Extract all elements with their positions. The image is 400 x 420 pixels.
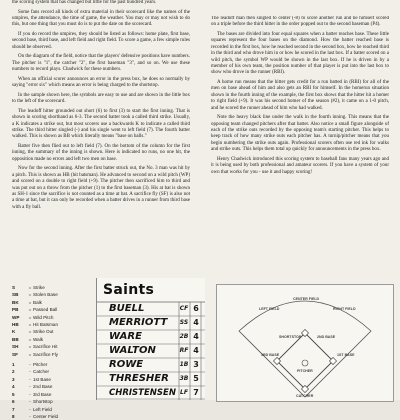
baseball-diamond bbox=[217, 285, 393, 401]
legend-code: 2 bbox=[12, 369, 15, 375]
lineup-player-name: CHRISTENSEN bbox=[109, 388, 176, 398]
article-paragraph: the scoring system that has changed but little for the past hundred years. bbox=[12, 0, 157, 5]
position-label: SHORTSTOP bbox=[279, 335, 302, 339]
team-name: Saints bbox=[103, 282, 155, 298]
legend-row: 5 - 3rd Base bbox=[12, 391, 52, 397]
lineup-player-name: ROWE bbox=[109, 359, 144, 370]
article-paragraph: The leadoff hitter grounded out short (6) to first (3) to start the first inning. That is shown in scoring shorthand as 6-3. The second batter took a called third strike. Usually, a K indicates a strike out, but most scorers use a backwards K to indicate a called third strike. The third hitter singled (-) and his single went to left field (7). The fourth batter walked. This is shown as BB which literally means "base on balls." bbox=[12, 108, 190, 140]
article-paragraph: When an official scorer announces an error in the press box, he does so normally by saying "error six" which means an error is being charged to the shortstop. bbox=[12, 76, 190, 89]
legend-code: 4 bbox=[12, 384, 15, 390]
article-paragraph: Batter five then flied out to left field (7). On the bottom of the column for the first inning, the summary of the inning is shown. Here is indicated no runs, no one hit, the opposition made no errors and left two men on base. bbox=[12, 144, 190, 162]
legend-code: HB bbox=[12, 322, 19, 328]
legend-row: 8 - Center Field bbox=[12, 413, 59, 419]
article-left-column bbox=[12, 0, 190, 272]
legend-row: 3 - 1st Base bbox=[12, 376, 51, 382]
legend-meaning: Sacrifice Fly bbox=[33, 351, 59, 357]
legend-meaning: Passed Ball bbox=[33, 307, 58, 313]
legend-row: S = Strike bbox=[12, 285, 45, 290]
legend-code: 7 bbox=[12, 406, 15, 412]
legend-meaning: Shortstop bbox=[33, 399, 53, 405]
article-paragraph: The leadoff man then singled to center (-8) to score another run and he himself scored on a triple before the third hitter in the order popped out to the second baseman (P4). bbox=[211, 16, 389, 28]
legend-meaning: Wild Pitch bbox=[33, 314, 54, 320]
legend-row: 2 - Catcher bbox=[12, 369, 50, 375]
lineup-player-number: 3 bbox=[193, 360, 199, 369]
article-paragraph: The bases are divided into four equal squares when a batter reaches base. These little squares represent the four bases on the diamond. How the batter reached base is recorded in the first box, how he reached second in the second box, how he reached third in the third and who drove him in or how he scored in the last box. If a batter scored on a wild pitch, the symbol WP would be shown in the last box. If he is driven in by a member of his own team, the position number of that player is put into the last box to show who drove in the runner (RBI). bbox=[211, 32, 389, 76]
legend-row: BB = Walk bbox=[12, 336, 44, 342]
legend-row: HB = Hit Batsman bbox=[12, 322, 59, 328]
legend-code: SF bbox=[12, 351, 18, 357]
lineup-player-number: 5 bbox=[193, 374, 199, 383]
legend-code: 3 bbox=[12, 376, 15, 382]
lineup-player-name: WALTON bbox=[109, 345, 156, 356]
legend-code: BK bbox=[12, 299, 19, 305]
article-paragraph: Now for the second inning. After the first batter struck out, the No. 3 man was hit by a pitch. This is shown as HB (hit batsman). He advanced to second on a wild pitch (WP) and scored on a double to right field (+9). The pitcher then sacrificed him to third and was put out on a throw from the pitcher (1) to the first baseman (3). His at bat is shown as SH-1 since the sacrifice is not counted as a time at bat. A sacrifice fly (SF) is also not a time at bat, but it can only be recorded when a batter drives in a runner from third base with a fly ball. bbox=[12, 166, 190, 210]
lineup-player-name: WARE bbox=[109, 331, 142, 342]
legend-row: K = Strike Out bbox=[12, 329, 54, 335]
legend-meaning: Strike Out bbox=[33, 329, 54, 335]
lineup-player-number: 4 bbox=[193, 318, 199, 327]
legend-meaning: Walk bbox=[33, 336, 44, 342]
article-paragraph: A home run means that the hitter gets credit for a run batted in (RBI) for all of the men on base ahead of him and also gets an RBI for himself. In the homerun situation shown in the fourth inning of the example, the first box shows that the hitter hit a homer to right field (+9). It was his second homer of the season (#2), it came on a 1-0 pitch, and he scored the runner ahead of him who had walked. bbox=[211, 80, 389, 111]
lineup-player-position: LF bbox=[180, 389, 188, 396]
legend-meaning: Balk bbox=[33, 299, 42, 305]
legend-row: BK = Balk bbox=[12, 299, 42, 305]
legend-row: SB = Stolen Base bbox=[12, 292, 58, 298]
legend-code: 6 bbox=[12, 399, 15, 405]
lineup-player-name: MERRIOTT bbox=[109, 317, 168, 328]
position-label: CENTER FIELD bbox=[293, 297, 320, 301]
legend-row: SH = Sacrifice Hit bbox=[12, 344, 58, 350]
position-label: LEFT FIELD bbox=[259, 307, 280, 311]
legend-code: S bbox=[12, 285, 16, 290]
lineup-player-number: 7 bbox=[193, 388, 199, 397]
field-diagram bbox=[216, 284, 394, 402]
legend-meaning: Left Field bbox=[33, 406, 52, 412]
legend-row: PB = Passed Ball bbox=[12, 307, 58, 313]
lineup-player-number: 4 bbox=[193, 346, 199, 355]
lineup-player-position: RF bbox=[179, 347, 189, 354]
legend-meaning: Pitcher bbox=[33, 362, 48, 368]
legend-meaning: Center Field bbox=[33, 413, 59, 419]
lineup-player-position: 2B bbox=[179, 333, 189, 340]
legend-code: 1 bbox=[12, 362, 15, 368]
position-label: PITCHER bbox=[297, 369, 313, 373]
legend-code: WP bbox=[12, 314, 20, 320]
legend-row: WP = Wild Pitch bbox=[12, 314, 54, 320]
legend-meaning: 2nd Base bbox=[33, 384, 53, 390]
legend-meaning: Stolen Base bbox=[33, 292, 58, 298]
legend-meaning: Hit Batsman bbox=[33, 322, 59, 328]
legend-code: K bbox=[12, 329, 16, 335]
lineup-player-position: 1B bbox=[179, 361, 189, 368]
legend-meaning: 1st Base bbox=[33, 376, 51, 382]
article-paragraph: Some fans record all kinds of extra material in their scorecard like the names of the umpires, the attendance, the time of game, the weather. You may or may not wish to do this, but one thing that you must do is to put the date on the scorecard. bbox=[12, 9, 190, 28]
lineup-player-name: BUELL bbox=[109, 303, 145, 314]
legend-code: 5 bbox=[12, 391, 15, 397]
lineup-player-position: SS bbox=[179, 319, 189, 326]
lineup-player-number: 4 bbox=[193, 332, 199, 341]
legend-code: BB bbox=[12, 336, 19, 342]
article-paragraph: If you do record the umpires, they should be listed as follows: home plate, first base, second base, third base, and left field and right field. To score a game, a few simple rules should be observed. bbox=[12, 32, 190, 50]
legend-row: SF = Sacrifice Fly bbox=[12, 351, 59, 357]
lineup-player-number: 6 bbox=[193, 304, 199, 313]
legend-row: 7 - Left Field bbox=[12, 406, 52, 412]
legend-row: 4 - 2nd Base bbox=[12, 384, 53, 390]
lineup-player-position: 3B bbox=[179, 375, 189, 382]
article-right-column bbox=[211, 16, 389, 276]
article-paragraph: Henry Chadwick introduced this scoring system to baseball fans many years ago and it is being used by both professional and amateur scorers. If you have a system of your own that works for you - use it and happy scoring! bbox=[211, 156, 389, 175]
position-label: 2ND BASE bbox=[317, 335, 336, 339]
legend-row: 1 - Pitcher bbox=[12, 362, 48, 368]
article-paragraph: Note the heavy black line under the walk in the fourth inning. This means that the opposing team changed pitchers after that batter. Also notice a small figure alongside of each of the strike outs recorded by the opposing team's starting pitcher. This helps to keep track of how many strike outs each pitcher has. A turnip/pitcher means that you begin numbering the strike outs again. Professional scorers often use red ink for walks and strike outs. This helps them total up quickly for announcements in the press box. bbox=[211, 115, 389, 153]
legend-row: 6 - Shortstop bbox=[12, 399, 53, 405]
legend-code: SB bbox=[12, 292, 19, 298]
legend-code: PB bbox=[12, 307, 19, 313]
legend-code: SH bbox=[12, 344, 19, 350]
position-label: RIGHT FIELD bbox=[333, 307, 356, 311]
scorecard bbox=[96, 278, 205, 400]
legend-meaning: 3rd Base bbox=[33, 391, 52, 397]
position-label: CATCHER bbox=[296, 394, 314, 398]
legend-meaning: Catcher bbox=[33, 369, 50, 375]
lineup-player-name: THRESHER bbox=[109, 373, 169, 384]
legend-code: 8 bbox=[12, 413, 15, 419]
article-paragraph: On the diagram of the field, notice that the players' defensive positions have numbers. The pitcher is "1", the catcher "2", the first baseman "3", and so on. We use these numbers to record plays. Chadwick for these numbers. bbox=[12, 54, 190, 73]
legend-meaning: Strike bbox=[33, 285, 45, 290]
position-label: 3RD BASE bbox=[261, 353, 280, 357]
lineup-player-position: CF bbox=[179, 305, 189, 312]
legend-meaning: Sacrifice Hit bbox=[33, 344, 58, 350]
article-paragraph: In the sample shown here, the symbols are easy to use and are shown in the little box to the left of the scorecard. bbox=[12, 92, 190, 105]
position-label: 1ST BASE bbox=[337, 353, 355, 357]
